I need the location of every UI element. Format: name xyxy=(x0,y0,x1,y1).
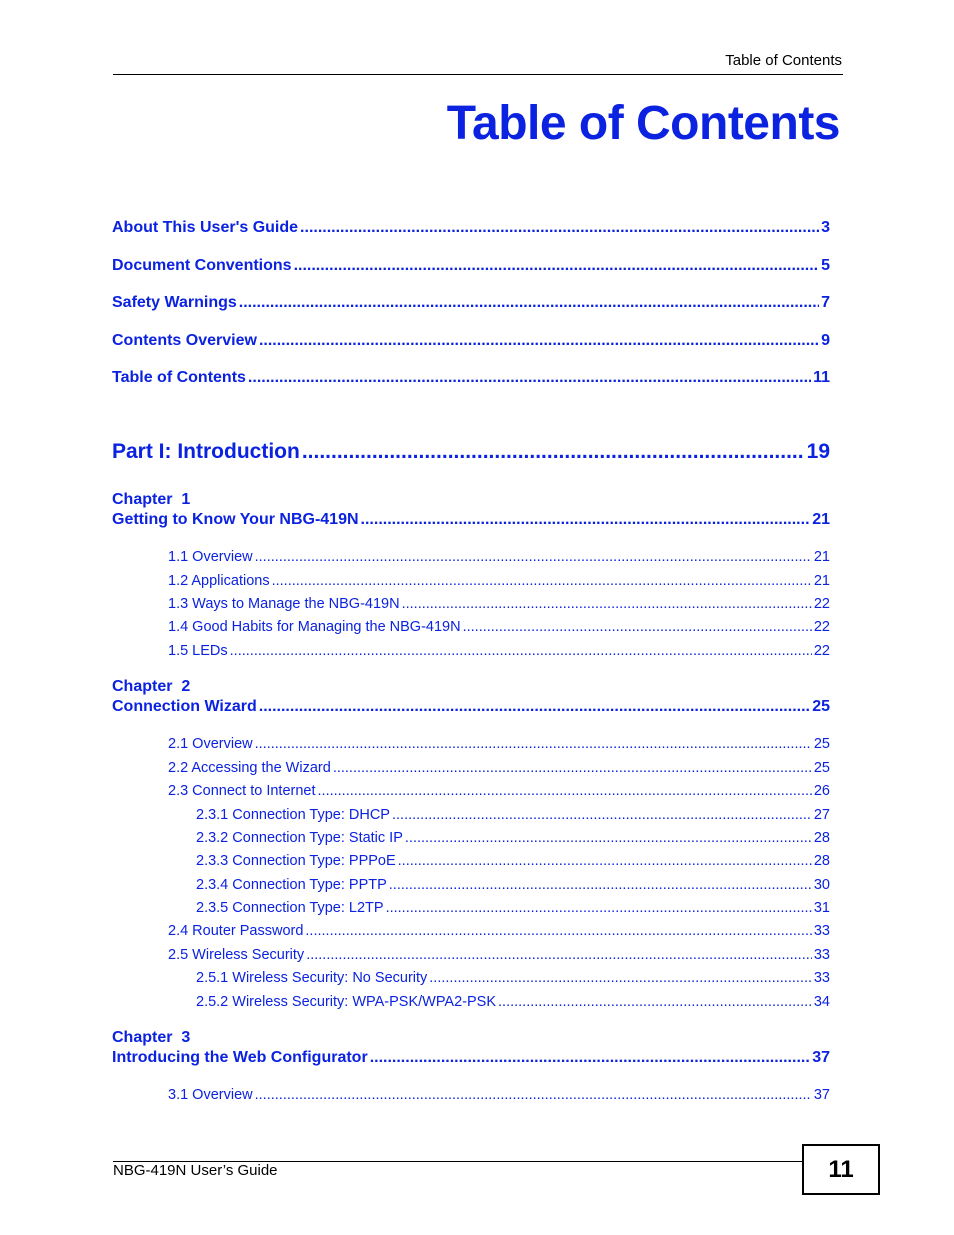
toc-entry-label: 1.3 Ways to Manage the NBG-419N xyxy=(168,596,400,612)
leader-dots xyxy=(255,1087,812,1103)
toc-subsection[interactable] xyxy=(196,830,830,846)
toc-section[interactable] xyxy=(168,736,830,752)
leader-dots xyxy=(294,257,820,275)
leader-dots xyxy=(318,783,812,799)
toc-entry-label: Safety Warnings xyxy=(112,294,237,311)
toc-entry-page: 33 xyxy=(813,923,830,939)
toc-entry-label: 2.3.2 Connection Type: Static IP xyxy=(196,830,403,846)
toc-entry-about-guide[interactable] xyxy=(112,219,830,237)
running-header: Table of Contents xyxy=(725,52,842,69)
toc-section[interactable] xyxy=(168,573,830,589)
toc-entry-page: 30 xyxy=(813,877,830,893)
toc-entry-page: 28 xyxy=(813,853,830,869)
leader-dots xyxy=(370,1049,811,1067)
toc-entry-label: Introducing the Web Configurator xyxy=(112,1049,368,1066)
toc-entry-page: 25 xyxy=(813,760,830,776)
toc-entry-label: 1.4 Good Habits for Managing the NBG-419N xyxy=(168,619,461,635)
leader-dots xyxy=(389,877,812,893)
toc-entry-label: 2.1 Overview xyxy=(168,736,253,752)
page-number: 11 xyxy=(828,1155,854,1183)
toc-entry-page: 27 xyxy=(813,807,830,823)
toc-entry-page: 22 xyxy=(813,643,830,659)
toc-chapter-1[interactable] xyxy=(112,511,830,529)
toc-entry-label: 2.3.1 Connection Type: DHCP xyxy=(196,807,390,823)
toc-subsection[interactable] xyxy=(196,994,830,1010)
toc-entry-page: 34 xyxy=(813,994,830,1010)
leader-dots xyxy=(333,760,812,776)
leader-dots xyxy=(402,596,812,612)
toc-chapter-3[interactable] xyxy=(112,1049,830,1067)
leader-dots xyxy=(255,549,812,565)
toc-entry-label: Table of Contents xyxy=(112,369,246,386)
leader-dots xyxy=(302,440,805,464)
toc-section[interactable] xyxy=(168,596,830,612)
toc-entry-safety-warnings[interactable] xyxy=(112,294,830,312)
toc-subsection[interactable] xyxy=(196,853,830,869)
toc-entry-page: 19 xyxy=(806,440,830,463)
toc-entry-label: 2.5.2 Wireless Security: WPA-PSK/WPA2-PSK xyxy=(196,994,497,1010)
toc-subsection[interactable] xyxy=(196,970,830,986)
toc-entry-table-of-contents[interactable] xyxy=(112,369,830,387)
leader-dots xyxy=(392,807,812,823)
leader-dots xyxy=(259,698,810,716)
toc-section[interactable] xyxy=(168,1087,830,1103)
toc-entry-page: 37 xyxy=(813,1087,830,1103)
toc-entry-page: 25 xyxy=(813,736,830,752)
toc-section[interactable] xyxy=(168,619,830,635)
toc-entry-label: 1.2 Applications xyxy=(168,573,270,589)
toc-entry-label: Contents Overview xyxy=(112,332,257,349)
leader-dots xyxy=(405,830,812,846)
toc-entry-page: 11 xyxy=(813,369,830,386)
toc-entry-page: 25 xyxy=(812,698,830,715)
toc-entry-page: 21 xyxy=(813,573,830,589)
leader-dots xyxy=(361,511,811,529)
toc-entry-label: 2.5 Wireless Security xyxy=(168,947,305,963)
toc-entry-label: 2.4 Router Password xyxy=(168,923,304,939)
toc-entry-label: Part I: Introduction xyxy=(112,440,300,463)
toc-entry-label: 2.3.5 Connection Type: L2TP xyxy=(196,900,384,916)
toc-entry-page: 28 xyxy=(813,830,830,846)
toc-entry-page: 33 xyxy=(813,970,830,986)
toc-entry-label: About This User's Guide xyxy=(112,219,299,236)
toc-section[interactable] xyxy=(168,923,830,939)
chapter-number: Chapter 1 xyxy=(112,491,191,508)
toc-entry-label: 1.1 Overview xyxy=(168,549,253,565)
toc-entry-label: Getting to Know Your NBG-419N xyxy=(112,511,359,528)
toc-section[interactable] xyxy=(168,549,830,565)
leader-dots xyxy=(306,947,812,963)
leader-dots xyxy=(305,923,811,939)
leader-dots xyxy=(259,332,819,350)
toc-subsection[interactable] xyxy=(196,807,830,823)
toc-entry-page: 31 xyxy=(813,900,830,916)
toc-section[interactable] xyxy=(168,947,830,963)
leader-dots xyxy=(272,573,812,589)
toc-entry-page: 3 xyxy=(821,219,830,236)
toc-entry-label: 2.2 Accessing the Wizard xyxy=(168,760,331,776)
footer-guide-name: NBG-419N User’s Guide xyxy=(113,1162,278,1179)
toc-entry-label: 2.3.4 Connection Type: PPTP xyxy=(196,877,387,893)
toc-entry-page: 5 xyxy=(821,257,830,274)
toc-entry-page: 22 xyxy=(813,596,830,612)
toc-section[interactable] xyxy=(168,760,830,776)
toc-entry-page: 21 xyxy=(812,511,830,528)
toc-entry-label: 2.3 Connect to Internet xyxy=(168,783,316,799)
toc-subsection[interactable] xyxy=(196,877,830,893)
toc-chapter-2[interactable] xyxy=(112,698,830,716)
toc-entry-contents-overview[interactable] xyxy=(112,332,830,350)
leader-dots xyxy=(463,619,812,635)
toc-entry-page: 21 xyxy=(813,549,830,565)
toc-entry-label: 2.5.1 Wireless Security: No Security xyxy=(196,970,428,986)
toc-entry-page: 22 xyxy=(813,619,830,635)
leader-dots xyxy=(255,736,812,752)
toc-entry-document-conventions[interactable] xyxy=(112,257,830,275)
toc-entry-label: 1.5 LEDs xyxy=(168,643,228,659)
leader-dots xyxy=(429,970,812,986)
toc-entry-page: 7 xyxy=(821,294,830,311)
leader-dots xyxy=(386,900,812,916)
toc-entry-label: 3.1 Overview xyxy=(168,1087,253,1103)
chapter-number: Chapter 2 xyxy=(112,678,191,695)
chapter-number: Chapter 3 xyxy=(112,1029,191,1046)
leader-dots xyxy=(498,994,812,1010)
leader-dots xyxy=(230,643,812,659)
leader-dots xyxy=(248,369,811,387)
page-title: Table of Contents xyxy=(446,97,840,150)
leader-dots xyxy=(398,853,812,869)
toc-entry-label: Document Conventions xyxy=(112,257,292,274)
toc-entry-page: 9 xyxy=(821,332,830,349)
toc-entry-label: 2.3.3 Connection Type: PPPoE xyxy=(196,853,396,869)
toc-entry-label: Connection Wizard xyxy=(112,698,257,715)
toc-entry-page: 26 xyxy=(813,783,830,799)
leader-dots xyxy=(239,294,819,312)
page-number-box xyxy=(802,1144,880,1195)
header-rule xyxy=(113,74,843,75)
toc-subsection[interactable] xyxy=(196,900,830,916)
toc-section[interactable] xyxy=(168,783,830,799)
leader-dots xyxy=(300,219,819,237)
toc-section[interactable] xyxy=(168,643,830,659)
toc-entry-page: 37 xyxy=(812,1049,830,1066)
toc-entry-page: 33 xyxy=(813,947,830,963)
toc-part-introduction[interactable] xyxy=(112,440,830,464)
